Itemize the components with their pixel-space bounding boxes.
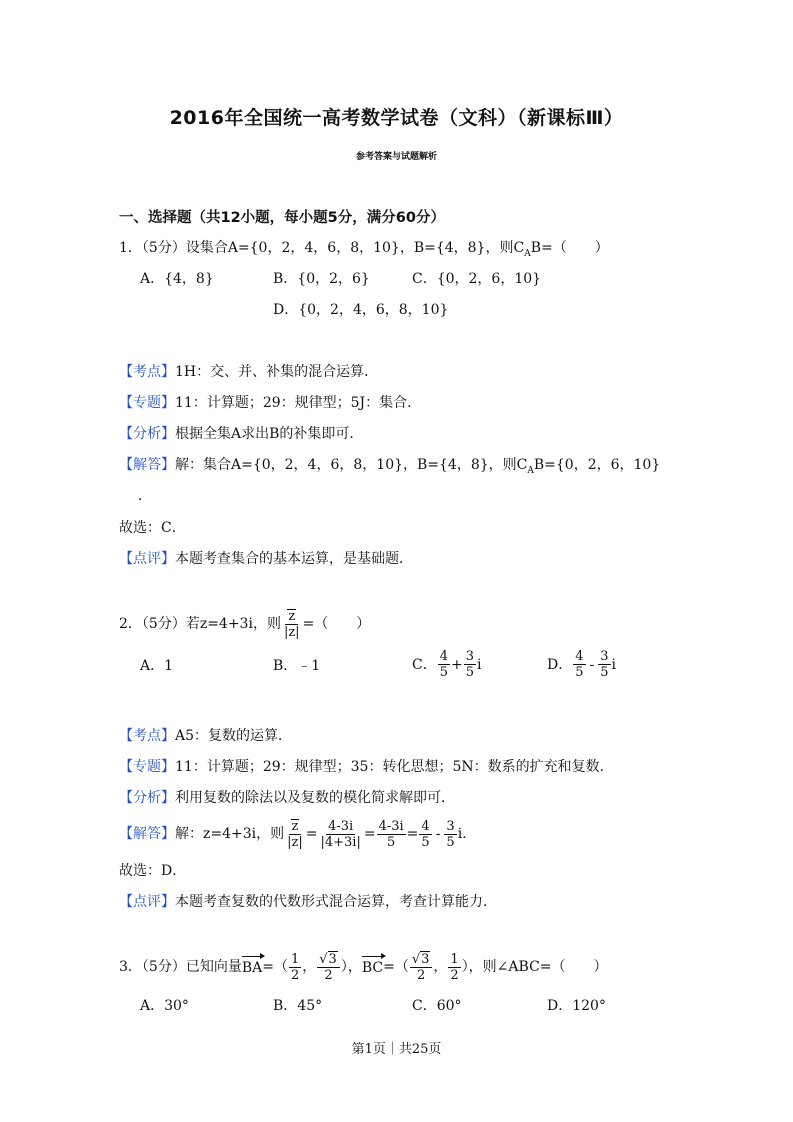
q3-option-d: D．120°: [547, 998, 606, 1014]
q1-zhuanti: 【专题】11：计算题；29：规律型；5J：集合．: [119, 395, 422, 411]
page-subtitle: 参考答案与试题解析: [355, 152, 437, 162]
q1-stem: 1．（5分）设集合A={0，2，4，6，8，10}，B={4，8}，则$C_AB=$（ ）: [119, 240, 609, 259]
q1-choice: 故选：C．: [119, 520, 186, 536]
q2-option-c: C． $\frac{4}{5}$ + $\frac{3}{5}$ i: [412, 649, 482, 680]
label-kaodian: 【考点】: [119, 728, 175, 744]
q1-kaodian: 【考点】1H：交、并、补集的混合运算．: [119, 364, 379, 380]
page-title: 2016年全国统一高考数学试卷（文科）（新课标Ⅲ）: [169, 107, 624, 129]
label-dianping: 【点评】: [119, 551, 175, 567]
q2-dianping: 【点评】本题考查复数的代数形式混合运算，考查计算能力．: [119, 894, 497, 910]
label-kaodian: 【考点】: [119, 364, 175, 380]
q2-option-d: D． $\frac{4}{5}$ - $\frac{3}{5}$ i: [547, 649, 617, 680]
label-jieda: 【解答】: [119, 826, 175, 842]
q2-jieda: 【解答】 解：z=4+3i，则 $\frac{z}{|z|}$ = $\frac{4-3i}{|4+3i|}$ = $\frac{4-3i}{5}$ = $\frac{4}{5}$ - $\frac{3}{5}$ i.: [119, 818, 467, 850]
q1-option-c: C．{0，2，6，10}: [412, 271, 542, 287]
q2-option-a: A．1: [140, 658, 174, 674]
q1-option-d: D．{0，2，4，6，8，10}: [273, 302, 449, 318]
q2-zhuanti: 【专题】11：计算题；29：规律型；35：转化思想；5N：数系的扩充和复数．: [119, 759, 614, 775]
label-zhuanti: 【专题】: [119, 759, 175, 775]
q2-option-b: B．﹣1: [273, 658, 321, 674]
label-fenxi: 【分析】: [119, 426, 175, 442]
vector-ba: BA: [242, 956, 262, 978]
q1-option-a: A．{4，8}: [140, 271, 214, 287]
label-dianping: 【点评】: [119, 894, 175, 910]
q1-dianping: 【点评】本题考查集合的基本运算，是基础题．: [119, 551, 413, 567]
q3-option-c: C．60°: [412, 998, 462, 1014]
q3-stem: 3．（5分）已知向量 BA =（ $\frac{1}{2}$ ， $\frac{√3}{2}$ ）， BC =（ $\frac{√3}{2}$ ， $\frac{1}{2}$ ），则∠ABC=（ ）: [119, 951, 608, 983]
q2-choice: 故选：D．: [119, 863, 187, 879]
q3-option-a: A．30°: [140, 998, 189, 1014]
q1-fenxi: 【分析】根据全集A求出B的补集即可．: [119, 426, 364, 442]
q2-fenxi: 【分析】利用复数的除法以及复数的模化简求解即可．: [119, 790, 455, 806]
q2-stem-fraction: $\frac{z}{|z|}$: [283, 608, 300, 640]
vector-bc: BC: [362, 956, 383, 978]
q1-jieda-end: ．: [138, 488, 152, 504]
q1-option-b: B．{0，2，6}: [273, 271, 370, 287]
q2-kaodian: 【考点】A5：复数的运算．: [119, 728, 293, 744]
section-heading: 一、选择题（共12小题，每小题5分，满分60分）: [119, 210, 445, 226]
page-footer: 第1页｜共25页: [351, 1042, 442, 1057]
label-zhuanti: 【专题】: [119, 395, 175, 411]
q2-stem: 2．（5分）若z=4+3i，则 $\frac{z}{|z|}$ =（ ）: [119, 608, 371, 640]
q3-option-b: B．45°: [273, 998, 323, 1014]
q1-jieda: 【解答】解：集合A={0，2，4，6，8，10}，B={4，8}，则$C_AB=\{0$，2，6，10}: [119, 457, 661, 476]
label-jieda: 【解答】: [119, 457, 175, 473]
label-fenxi: 【分析】: [119, 790, 175, 806]
